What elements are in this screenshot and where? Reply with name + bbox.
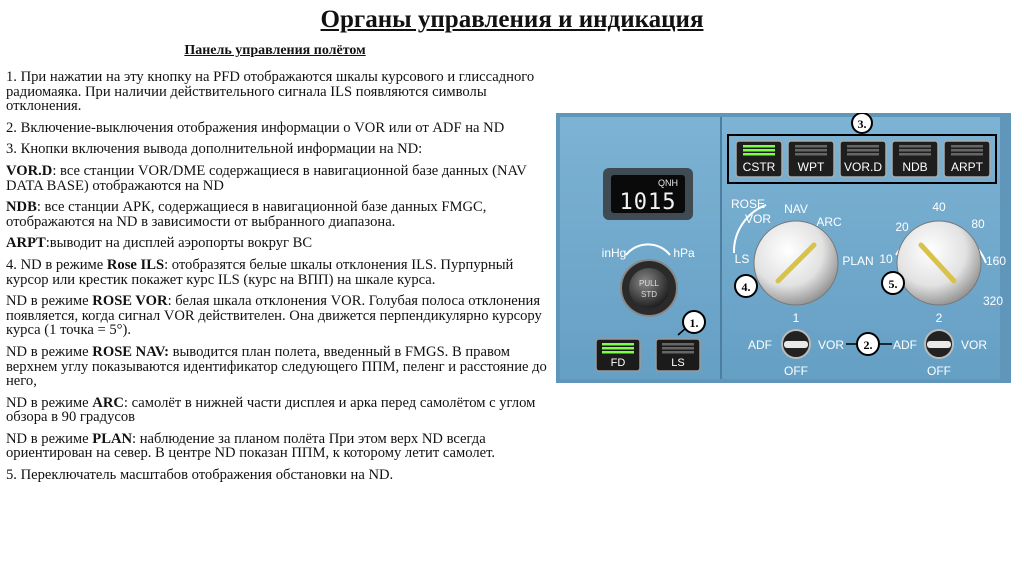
paragraph-prefix: ND в режиме (6, 343, 93, 360)
option-button-indicator (899, 153, 931, 156)
callout-2-label: 2. (863, 338, 873, 352)
option-button-label: WPT (797, 160, 825, 174)
paragraph-term: ARPT (6, 235, 46, 252)
nav2-adf-label: ADF (893, 338, 917, 352)
paragraph (6, 258, 554, 287)
paragraph-prefix: ND в режиме (6, 394, 93, 411)
option-button-ndb[interactable] (892, 141, 938, 177)
paragraph (6, 396, 554, 425)
callout-1-label: 1. (689, 316, 699, 330)
nav1-switch-lever (784, 341, 808, 348)
page-title: Органы управления и индикация (320, 6, 704, 33)
option-button-indicator (743, 145, 775, 148)
range-160-label: 160 (985, 254, 1007, 268)
ls-indicator-bar (662, 343, 694, 346)
option-button-indicator (899, 145, 931, 148)
fd-indicator-bar (602, 343, 634, 346)
paragraph-prefix: ND в режиме (6, 293, 93, 310)
option-button-wpt[interactable] (788, 141, 834, 177)
option-button-indicator (951, 149, 983, 152)
flight-control-panel (556, 113, 1011, 383)
option-button-label: CSTR (742, 160, 776, 174)
option-button-indicator (795, 149, 827, 152)
option-button-arpt[interactable] (944, 141, 990, 177)
section-subtitle: Панель управления полётом (184, 43, 366, 58)
paragraph-text: :выводит на дисплей аэропорты вокруг ВС (45, 235, 313, 252)
option-button-indicator (743, 149, 775, 152)
paragraph-term: ARC (92, 394, 124, 411)
paragraph-text: 5. Переключатель масштабов отображения обстановки на ND. (6, 467, 394, 484)
option-button-indicator (899, 149, 931, 152)
callout-5-label: 5. (888, 277, 898, 291)
paragraph-text: : наблюдение за планом полёта При этом верх ND всегда ориентирован на север. В центре ND показан ППМ, к которому летит самолет. (6, 430, 496, 462)
fd-label: FD (610, 357, 626, 369)
paragraph-term: PLAN (92, 430, 133, 447)
range-80-label: 80 (971, 217, 985, 231)
option-button-indicator (795, 145, 827, 148)
ls-indicator-bar (662, 351, 694, 354)
qnh-value: 1015 (619, 190, 677, 215)
std-label: STD (641, 290, 657, 299)
nav2-vor-label: VOR (960, 338, 988, 352)
paragraph-term: Rose ILS (106, 256, 165, 273)
fd-indicator-bar (602, 351, 634, 354)
paragraph-text: 1. При нажатии на эту кнопку на PFD отображаются шкалы курсового и глиссадного радиомаяка. При наличии действительного сигнала ILS появляются символы отклонения. (6, 69, 535, 115)
paragraph (6, 345, 554, 389)
paragraph (6, 432, 554, 461)
paragraph-prefix: 4. ND в режиме (6, 256, 107, 273)
mode-plan-label: PLAN (842, 254, 874, 268)
paragraph-text: 3. Кнопки включения вывода дополнительной информации на ND: (6, 141, 423, 158)
range-20-label: 20 (895, 220, 909, 234)
paragraph-text: 2. Включение-выключения отображения информации о VOR или от ADF на ND (6, 119, 505, 136)
option-button-cstr[interactable] (736, 141, 782, 177)
paragraph (6, 200, 554, 229)
option-button-label: NDB (902, 160, 928, 174)
range-40-label: 40 (932, 200, 946, 214)
qnh-label: QNH (658, 178, 678, 188)
paragraph-term: ROSE VOR (92, 293, 168, 310)
option-button-indicator (951, 145, 983, 148)
mode-vor-label: VOR (744, 212, 772, 226)
paragraph (6, 164, 554, 193)
pull-label: PULL (638, 279, 660, 288)
paragraph-term: NDB (6, 199, 37, 216)
pull-std-button[interactable] (629, 268, 669, 308)
nav1-off-label: OFF (784, 364, 808, 378)
option-button-indicator (847, 145, 879, 148)
description-text (6, 70, 554, 490)
inhg-label: inHg (601, 246, 627, 260)
fd-indicator-bar (602, 347, 634, 350)
paragraph-text: : самолёт в нижней части дисплея и арка перед самолётом с углом обзора в 90 градусов (6, 394, 536, 426)
callout-4-label: 4. (741, 280, 751, 294)
paragraph-text: : белая шкала отклонения VOR. Голубая полоса отклонения появляется, когда сигнал VOR действителен. Она движется перпендикулярно курсору курса (1 точка = 5°). (6, 293, 542, 339)
ls-indicator-bar (662, 347, 694, 350)
nav1-vor-label: VOR (817, 338, 845, 352)
option-button-indicator (951, 153, 983, 156)
paragraph (6, 121, 554, 136)
paragraph-text: : все станции АРК, содержащиеся в навигационной базе данных FMGC, отображаются на ND в зависимости от выбранного диапазона. (6, 199, 487, 230)
nav2-off-label: OFF (927, 364, 951, 378)
callout-3-label: 3. (857, 117, 867, 131)
range-10-label: 10 (879, 252, 893, 266)
paragraph (6, 468, 554, 483)
range-320-label: 320 (982, 294, 1004, 308)
paragraph (6, 294, 554, 338)
option-button-indicator (847, 153, 879, 156)
nav1-number: 1 (792, 311, 800, 325)
option-button-indicator (847, 149, 879, 152)
paragraph (6, 70, 554, 114)
option-button-indicator (743, 153, 775, 156)
paragraph (6, 236, 554, 251)
nav2-number: 2 (935, 311, 943, 325)
paragraph-text: : отобразятся белые шкалы отклонения ILS. Пурпурный курсор или крестик покажет курс ILS (курс на ВПП) на шкале курса. (6, 256, 514, 288)
option-button-indicator (795, 153, 827, 156)
paragraph-term: VOR.D (6, 162, 53, 179)
mode-nav-label: NAV (784, 202, 808, 216)
paragraph-text: выводится план полета, введенный в FMGS. В правом верхнем углу показываются идентификатор следующего ППМ, пеленг и расстояние до него, (6, 343, 547, 390)
nav2-switch-lever (927, 341, 951, 348)
paragraph (6, 142, 554, 157)
option-button-label: VOR.D (843, 160, 883, 174)
mode-arc-label: ARC (816, 215, 842, 229)
paragraph-text: : все станции VOR/DME содержащиеся в навигационной базе данных (NAV DATA BASE) отображаются на ND (6, 162, 527, 194)
paragraph-prefix: ND в режиме (6, 430, 93, 447)
paragraph-term: ROSE NAV: (92, 343, 169, 360)
mode-rose-label: ROSE (730, 197, 766, 211)
hpa-label: hPa (673, 246, 695, 260)
nav1-adf-label: ADF (748, 338, 772, 352)
mode-ls-label: LS (734, 252, 750, 266)
option-button-label: ARPT (950, 160, 984, 174)
ls-label: LS (671, 357, 685, 369)
option-button-vord[interactable] (840, 141, 886, 177)
